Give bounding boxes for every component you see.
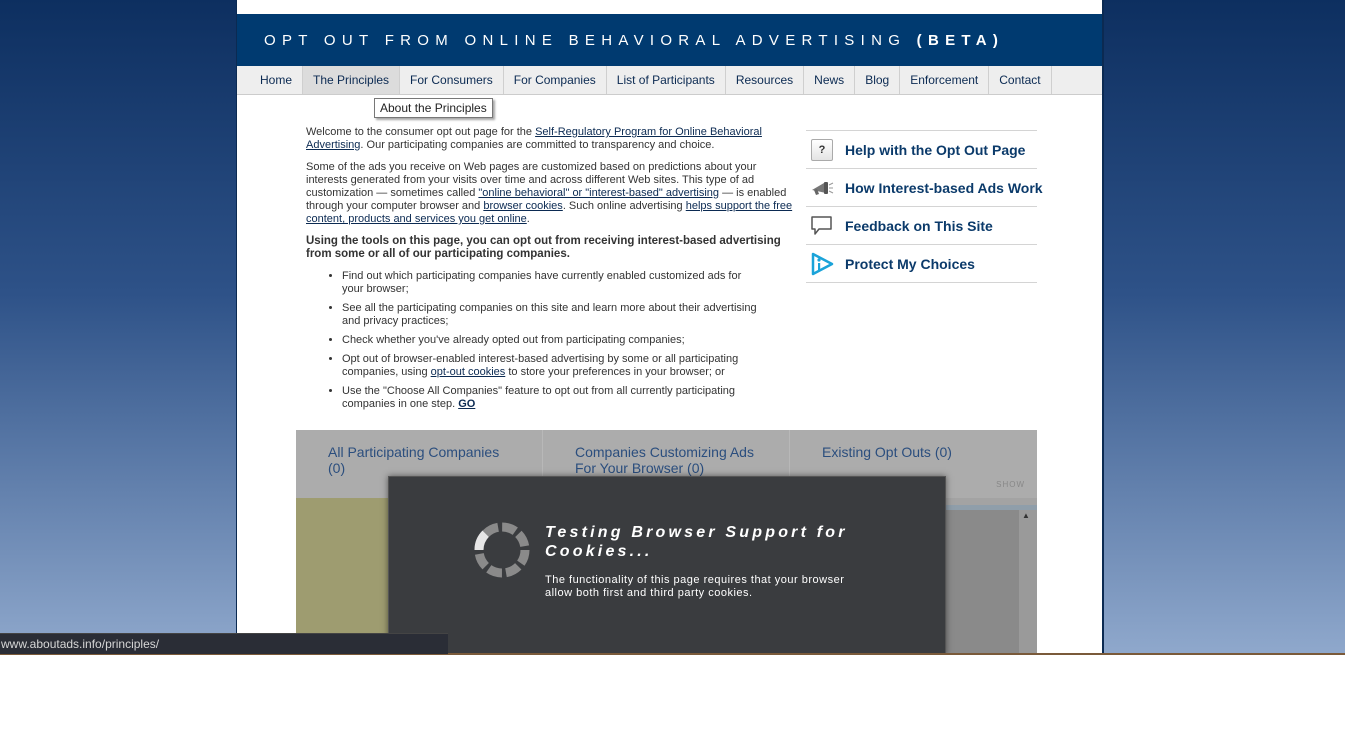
free-content-link[interactable]: helps support the free content, products and services you get online bbox=[306, 200, 793, 225]
tab-label: Existing Opt Outs (0) bbox=[822, 444, 952, 460]
intro-paragraph-2 bbox=[306, 161, 801, 226]
nav-tooltip: About the Principles bbox=[374, 98, 493, 118]
self-regulatory-program-link[interactable]: Self-Regulatory Program for Online Behavioral Advertising bbox=[306, 126, 762, 151]
tools-list bbox=[306, 270, 801, 411]
nav-for-consumers[interactable]: For Consumers bbox=[400, 66, 504, 94]
list-item bbox=[342, 353, 801, 379]
list-item: • Find out which participating companies have currently enabled customized ads for your browser; bbox=[342, 270, 801, 296]
tab-label: Companies Customizing Ads For Your Browser (0) bbox=[575, 444, 754, 476]
nav-blog[interactable]: Blog bbox=[855, 66, 900, 94]
intro-paragraph-1 bbox=[306, 126, 801, 152]
intro-text: . Such online advertising bbox=[562, 200, 686, 212]
nav-list-of-participants[interactable]: List of Participants bbox=[607, 66, 726, 94]
intro-text: . bbox=[526, 213, 530, 225]
sidebar-item-how-ads-work[interactable] bbox=[806, 169, 1043, 207]
intro-text: — is enabled through your computer browser and bbox=[306, 187, 787, 212]
beta-label: (BETA) bbox=[916, 32, 1005, 49]
banner-title-text: OPT OUT FROM ONLINE BEHAVIORAL ADVERTISING bbox=[264, 32, 907, 49]
cookie-test-modal bbox=[388, 476, 946, 653]
list-item bbox=[342, 385, 801, 411]
nav-the-principles[interactable]: The Principles bbox=[303, 66, 400, 94]
speech-bubble-icon bbox=[810, 214, 834, 238]
intro-text: Some of the ads you receive on Web pages are customized based on predictions about your interests generated from your visits over time and across different Web sites. This type of ad customization — sometimes called bbox=[306, 161, 757, 199]
nav-resources[interactable]: Resources bbox=[726, 66, 804, 94]
sidebar-item-feedback[interactable] bbox=[806, 207, 1037, 245]
nav-news[interactable]: News bbox=[804, 66, 855, 94]
nav-home[interactable]: Home bbox=[237, 66, 303, 94]
megaphone-icon bbox=[810, 176, 834, 200]
modal-title: Testing Browser Support for Cookies... bbox=[545, 524, 848, 560]
status-bar-url: www.aboutads.info/principles/ bbox=[0, 633, 448, 654]
list-item-text: Opt out of browser-enabled interest-based advertising by some or all participating companies, using bbox=[342, 353, 739, 378]
main-nav bbox=[237, 66, 1102, 95]
intro-content bbox=[306, 126, 801, 417]
sidebar-item-label: Protect My Choices bbox=[845, 255, 975, 272]
list-item: • See all the participating companies on this site and learn more about their advertising and privacy practices; bbox=[342, 302, 801, 328]
go-link[interactable]: GO bbox=[458, 398, 476, 410]
sidebar-item-label: Help with the Opt Out Page bbox=[845, 141, 1026, 158]
banner bbox=[237, 14, 1102, 66]
adchoices-icon bbox=[810, 252, 834, 276]
list-item-text: Use the "Choose All Companies" feature to opt out from all currently participating companies in one step. bbox=[342, 385, 736, 410]
scroll-up-arrow-icon[interactable]: ▲ bbox=[1022, 511, 1030, 520]
intro-text: Welcome to the consumer opt out page for the bbox=[306, 126, 536, 138]
opt-out-cookies-link[interactable]: opt-out cookies bbox=[430, 366, 506, 378]
page bbox=[236, 0, 1104, 653]
page-title bbox=[264, 32, 1004, 49]
tools-lead: Using the tools on this page, you can opt out from receiving interest-based advertising from some or all of our participating companies. bbox=[306, 235, 781, 260]
help-icon: ? bbox=[810, 138, 834, 162]
nav-contact[interactable]: Contact bbox=[989, 66, 1051, 94]
tab-label: All Participating Companies (0) bbox=[328, 444, 500, 476]
modal-message: The functionality of this page requires that your browser allow both first and third party cookies. bbox=[545, 574, 845, 599]
page-top-margin bbox=[237, 0, 1102, 14]
sidebar-item-label: Feedback on This Site bbox=[845, 217, 993, 234]
sidebar-item-help[interactable] bbox=[806, 131, 1037, 169]
nav-for-companies[interactable]: For Companies bbox=[504, 66, 607, 94]
sidebar-item-label: How Interest-based Ads Work bbox=[845, 179, 1043, 196]
list-item: • Check whether you've already opted out from participating companies; bbox=[342, 334, 801, 347]
list-item-text: to store your preferences in your browser; or bbox=[505, 366, 725, 378]
loading-spinner-icon bbox=[473, 521, 531, 579]
tab-show-toggle[interactable]: SHOW bbox=[996, 480, 1025, 489]
nav-enforcement[interactable]: Enforcement bbox=[900, 66, 989, 94]
sidebar bbox=[806, 130, 1043, 283]
scrollbar[interactable] bbox=[1019, 510, 1037, 653]
intro-text: . Our participating companies are committed to transparency and choice. bbox=[360, 139, 715, 151]
sidebar-item-protect-choices[interactable] bbox=[806, 245, 1037, 283]
browser-cookies-link[interactable]: browser cookies bbox=[483, 200, 563, 212]
online-behavioral-link[interactable]: "online behavioral" or "interest-based" advertising bbox=[478, 187, 720, 199]
